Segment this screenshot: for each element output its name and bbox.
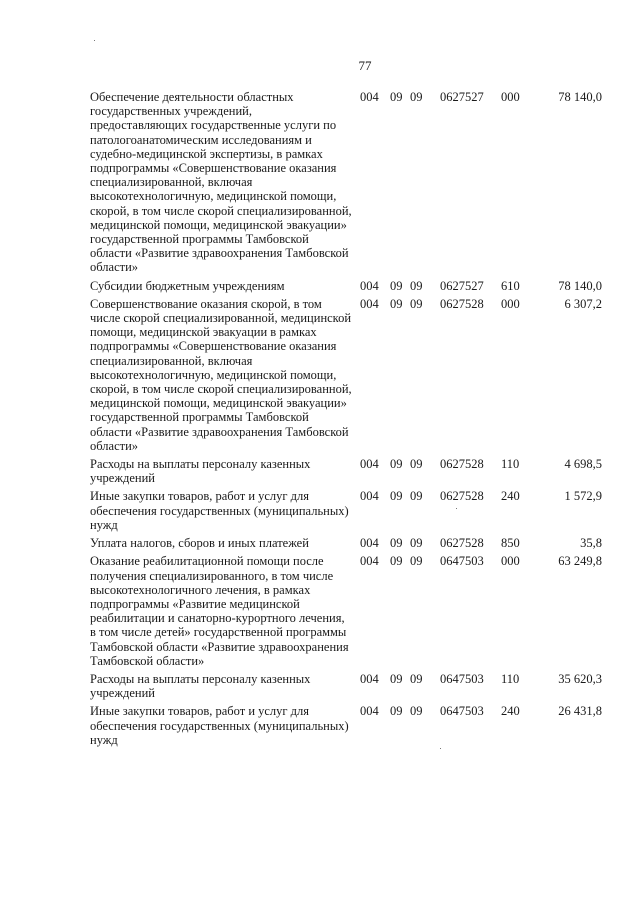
- row-description: Уплата налогов, сборов и иных платежей: [90, 536, 309, 551]
- expense-type-code: 110: [501, 457, 520, 472]
- row-description: Субсидии бюджетным учреждениям: [90, 278, 285, 293]
- row-description: Иные закупки товаров, работ и услуг для обеспечения государственных (муниципальных) нужд: [90, 489, 349, 532]
- amount: 26 431,8: [558, 704, 602, 719]
- expense-type-code: 850: [501, 536, 520, 551]
- amount: 78 140,0: [558, 278, 602, 293]
- section-code: 09: [390, 671, 403, 686]
- expense-type-code: 610: [501, 278, 520, 293]
- section-code: 09: [390, 278, 403, 293]
- amount: 35 620,3: [558, 671, 602, 686]
- row-description: Расходы на выплаты персоналу казенных учреждений: [90, 671, 311, 701]
- amount: 63 249,8: [558, 554, 602, 569]
- expense-type-code: 000: [501, 554, 520, 569]
- subsection-code: 09: [410, 278, 423, 293]
- dept-code: 004: [360, 554, 379, 569]
- expense-type-code: 110: [501, 671, 520, 686]
- expense-type-code: 000: [501, 90, 520, 104]
- table-row: [90, 457, 602, 485]
- table-row: [90, 297, 602, 453]
- target-article-code: 0627528: [440, 536, 484, 551]
- row-description: Расходы на выплаты персоналу казенных учреждений: [90, 457, 311, 486]
- dept-code: 004: [360, 457, 379, 472]
- table-row: [90, 704, 602, 747]
- subsection-code: 09: [410, 554, 423, 569]
- dept-code: 004: [360, 296, 379, 311]
- amount: 1 572,9: [564, 489, 602, 504]
- amount: 35,8: [580, 536, 602, 551]
- section-code: 09: [390, 489, 403, 504]
- subsection-code: 09: [410, 296, 423, 311]
- section-code: 09: [390, 554, 403, 569]
- subsection-code: 09: [410, 704, 423, 719]
- budget-table: [90, 90, 602, 747]
- section-code: 09: [390, 457, 403, 472]
- row-description: Совершенствование оказания скорой, в том числе скорой специализированной, медицинской помощи, медицинской эвакуации в рамках подпрограммы «Совершенствование оказания специализированной, включая высокотехнологичную, медицинской помощи, скорой, в том числе скорой специализированной, медицинской помощи, медицинской эвакуации» государственной программы Тамбовской области «Развитие здравоохранения Тамбовской области»: [90, 296, 352, 453]
- target-article-code: 0647503: [440, 704, 484, 719]
- dept-code: 004: [360, 536, 379, 551]
- dept-code: 004: [360, 90, 379, 104]
- target-article-code: 0627528: [440, 296, 484, 311]
- amount: 6 307,2: [564, 296, 602, 311]
- table-row: [90, 536, 602, 550]
- target-article-code: 0647503: [440, 671, 484, 686]
- amount: 4 698,5: [564, 457, 602, 472]
- subsection-code: 09: [410, 536, 423, 551]
- table-row: [90, 90, 602, 275]
- target-article-code: 0627528: [440, 489, 484, 504]
- dept-code: 004: [360, 704, 379, 719]
- target-article-code: 0627527: [440, 90, 484, 104]
- page-number: 77: [358, 58, 372, 73]
- dept-code: 004: [360, 278, 379, 293]
- table-row: [90, 489, 602, 532]
- section-code: 09: [390, 296, 403, 311]
- row-description: Обеспечение деятельности областных государственных учреждений, предоставляющих государственные услуги по патологоанатомическим исследованиям и судебно-медицинской экспертизы, в рамках подпрограммы «Совершенствование оказания специализированной, включая высокотехнологичную, медицинской помощи, скорой, в том числе скорой специализированной, медицинской помощи, медицинской эвакуации» государственной программы Тамбовской области «Развитие здравоохранения Тамбовской области»: [90, 90, 352, 275]
- row-description: Оказание реабилитационной помощи после получения специализированного, в том числе высокотехнологичного лечения, в рамках подпрограммы «Развитие медицинской реабилитации и санаторно-курортного лечения, в том числе детей» государственной программы Тамбовской области «Развитие здравоохранения Тамбовской области»: [90, 554, 349, 668]
- table-row: [90, 279, 602, 293]
- expense-type-code: 240: [501, 704, 520, 719]
- section-code: 09: [390, 536, 403, 551]
- expense-type-code: 000: [501, 296, 520, 311]
- section-code: 09: [390, 90, 403, 104]
- scan-speck: [440, 748, 441, 749]
- target-article-code: 0647503: [440, 554, 484, 569]
- row-description: Иные закупки товаров, работ и услуг для обеспечения государственных (муниципальных) нужд: [90, 704, 349, 747]
- scan-speck: [94, 40, 95, 41]
- section-code: 09: [390, 704, 403, 719]
- subsection-code: 09: [410, 90, 423, 104]
- dept-code: 004: [360, 671, 379, 686]
- table-row: [90, 672, 602, 700]
- expense-type-code: 240: [501, 489, 520, 504]
- dept-code: 004: [360, 489, 379, 504]
- subsection-code: 09: [410, 489, 423, 504]
- table-row: [90, 554, 602, 668]
- target-article-code: 0627527: [440, 278, 484, 293]
- amount: 78 140,0: [558, 90, 602, 104]
- target-article-code: 0627528: [440, 457, 484, 472]
- subsection-code: 09: [410, 457, 423, 472]
- subsection-code: 09: [410, 671, 423, 686]
